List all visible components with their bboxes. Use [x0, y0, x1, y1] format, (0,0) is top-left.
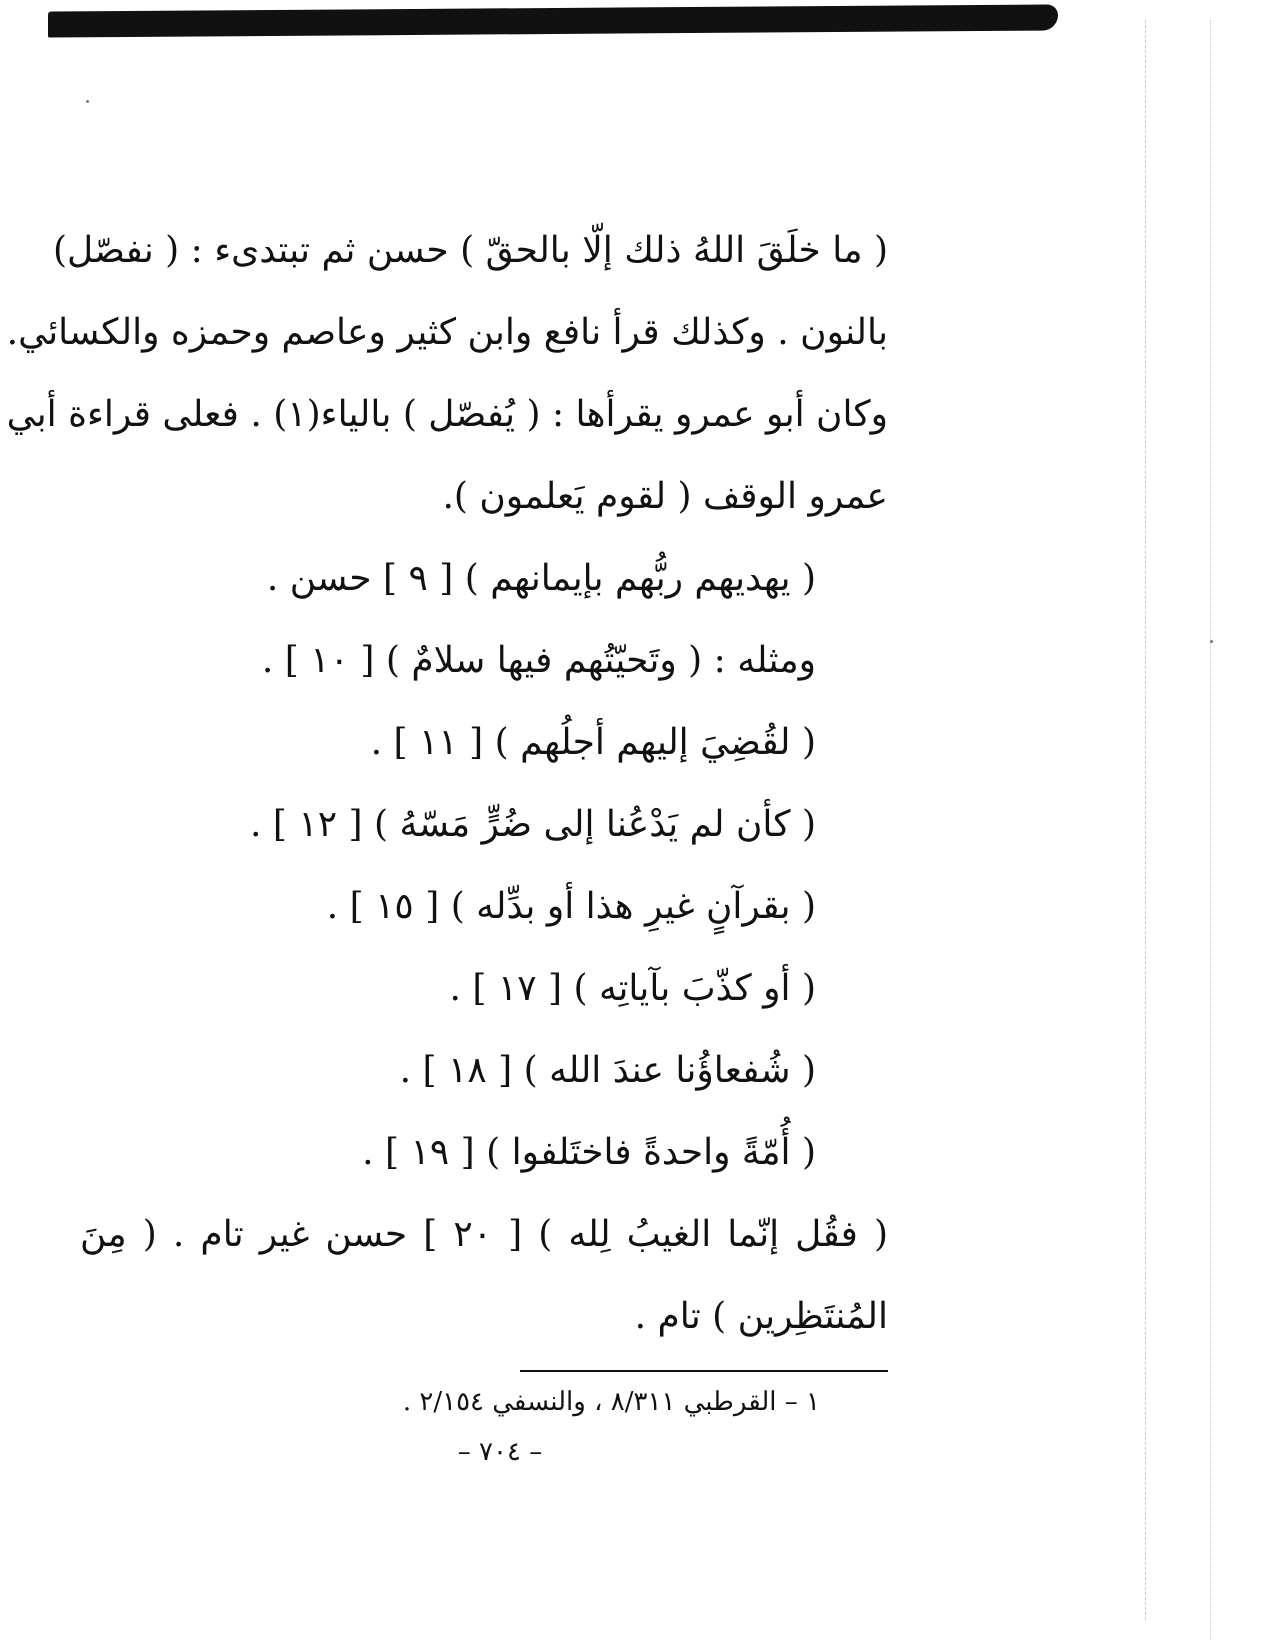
verse-line: ( يهديهم ربُّهم بإيمانهم ) [ ٩ ] حسن .: [266, 558, 816, 599]
text-line: وكان أبو عمرو يقرأها : ( يُفصّل ) بالياء(١) . فعلى قراءة أبي: [6, 394, 888, 435]
scan-edge-line: [1210, 20, 1211, 1640]
text-line: ( فقُل إنّما الغيبُ لِله ) [ ٢٠ ] حسن غير تام . ( مِنَ: [80, 1214, 888, 1255]
footnote: ١ – القرطبي ٨/٣١١ ، والنسفي ٢/١٥٤ .: [402, 1387, 820, 1417]
verse-line: ( لقُضِيَ إليهم أجلُهم ) [ ١١ ] .: [370, 722, 816, 763]
verse-line: ( بقرآنٍ غيرِ هذا أو بدِّله ) [ ١٥ ] .: [326, 886, 816, 927]
page-number: – ٧٠٤ –: [457, 1437, 543, 1467]
scan-edge-line: [1145, 20, 1146, 1620]
verse-line: ومثله : ( وتَحيّتُهم فيها سلامٌ ) [ ١٠ ] .: [261, 640, 816, 681]
verse-line: ( أو كذّبَ بآياتِه ) [ ١٧ ] .: [449, 968, 816, 1009]
text-line: ( ما خلَقَ اللهُ ذلك إلّا بالحقّ ) حسن ثم تبتدىء : ( نفصّل): [52, 230, 888, 271]
scan-speck: [86, 100, 89, 103]
footnote-separator: [520, 1370, 888, 1372]
text-line: المُنتَظِرين ) تام .: [634, 1296, 888, 1337]
verse-line: ( شُفعاؤُنا عندَ الله ) [ ١٨ ] .: [399, 1050, 816, 1091]
verse-line: ( كأن لم يَدْعُنا إلى ضُرٍّ مَسّهُ ) [ ١٢ ] .: [250, 804, 816, 845]
verse-line: ( أُمّةً واحدةً فاختَلفوا ) [ ١٩ ] .: [362, 1132, 816, 1173]
text-line: عمرو الوقف ( لقوم يَعلمون ).: [442, 476, 888, 517]
main-text: [6, 210, 888, 1358]
text-line: بالنون . وكذلك قرأ نافع وابن كثير وعاصم وحمزه والكسائي.: [6, 312, 888, 353]
top-border-rule: [48, 4, 1058, 37]
scan-speck: [1210, 640, 1213, 643]
